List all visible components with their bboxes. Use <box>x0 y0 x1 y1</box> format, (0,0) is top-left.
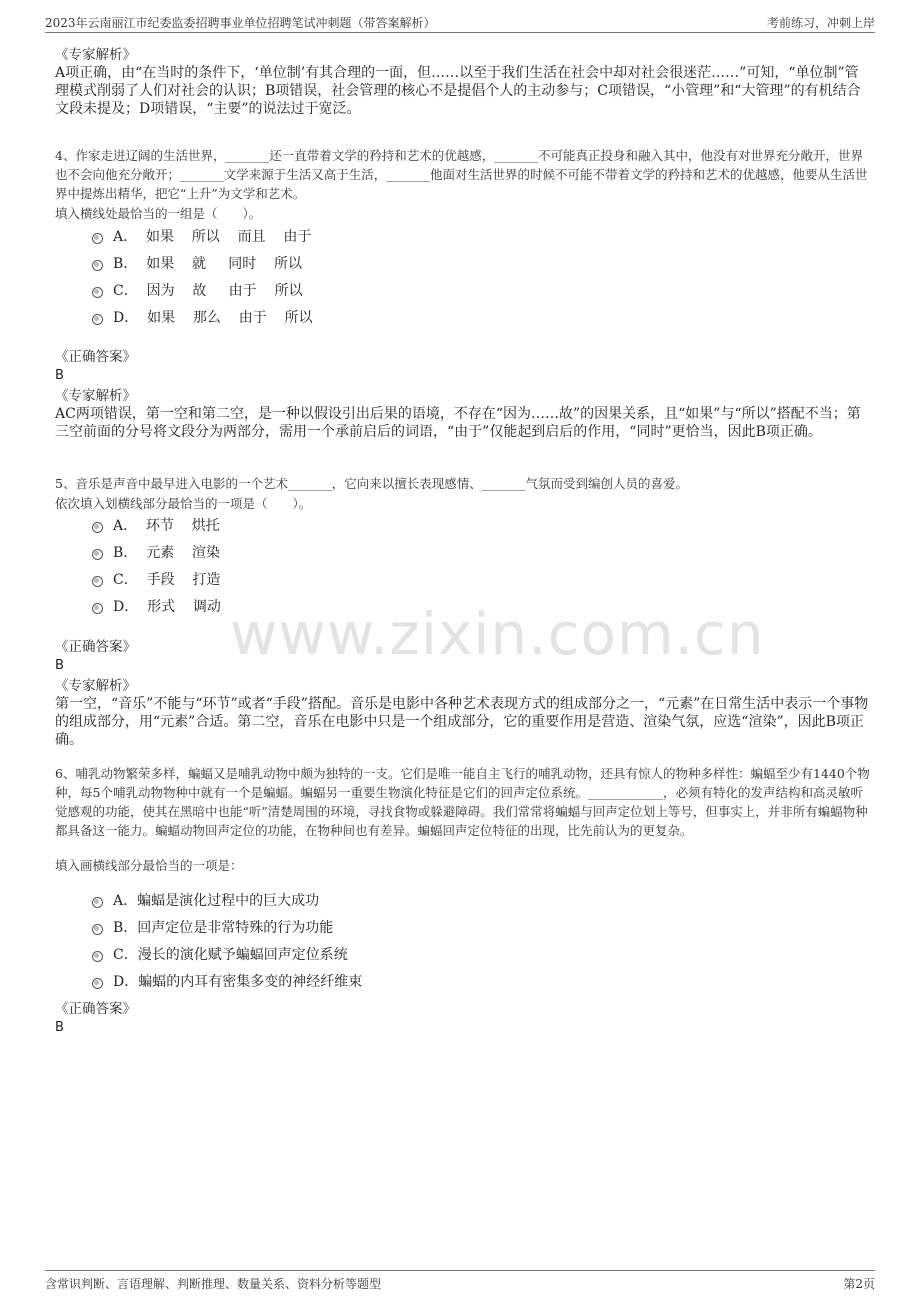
question-6-option-d[interactable] <box>92 967 362 994</box>
question-4-expert-label: 《专家解析》 <box>55 388 136 404</box>
question-5-expert-label: 《专家解析》 <box>55 678 136 694</box>
expert-analysis-label: 《专家解析》 <box>55 47 136 63</box>
option-label: B． 如果 就 同时 所以 <box>113 255 303 272</box>
radio-icon[interactable] <box>92 287 103 298</box>
question-4-option-b[interactable] <box>92 249 313 276</box>
question-4-prompt: 填入横线处最恰当的一组是（ ）。 <box>55 206 262 221</box>
question-5-explanation: 第一空，“音乐”不能与“环节”或者“手段”搭配。音乐是电影中各种艺术表现方式的组成部分之一，“元素”在日常生活中表示一个事物的组成部分，用“元素”合适。第二空，音乐在电影中只是一个组成部分，它的重要作用是营造、渲染气氛，应选“渲染”，因此B项正确。 <box>55 696 869 748</box>
question-4-text: 4、作家走进辽阔的生活世界，_______还一直带着文学的矜持和艺术的优越感，_______不可能真正投身和融入其中，他没有对世界充分敞开，世界也不会向他充分敞开；_______文学来源于生活又高于生活，_______他面对生活世界的时候不可能不带着文学的矜持和艺术的优越感，他要从生活世界中提炼出精华，把它“上升”为文学和艺术。 <box>55 148 868 201</box>
option-label: D．蝙蝠的内耳有密集多变的神经纤维束 <box>113 973 363 990</box>
question-6-answer-label: 《正确答案》 <box>55 1001 136 1017</box>
radio-icon[interactable] <box>92 314 103 325</box>
question-6-option-c[interactable] <box>92 940 362 967</box>
page-footer <box>45 1270 875 1293</box>
question-4-option-c[interactable] <box>92 276 313 303</box>
question-4-option-a[interactable] <box>92 222 313 249</box>
question-5-answer-label: 《正确答案》 <box>55 639 136 655</box>
question-6-prompt: 填入画横线部分最恰当的一项是： <box>55 858 243 873</box>
expert-analysis-text: A项正确，由“在当时的条件下，‘单位制’有其合理的一面，但……以至于我们生活在社会中却对社会很迷茫……”可知，“单位制”管理模式削弱了人们对社会的认识；B项错误，社会管理的核心不是提倡个人的主动参与；C项错误，“小管理”和“大管理”的有机结合文段未提及；D项错误，“主要”的说法过于宽泛。 <box>55 65 861 117</box>
radio-icon[interactable] <box>92 233 103 244</box>
option-label: D． 如果 那么 由于 所以 <box>113 309 313 326</box>
header-slogan: 考前练习，冲刺上岸 <box>766 16 875 30</box>
radio-icon[interactable] <box>92 951 103 962</box>
radio-icon[interactable] <box>92 522 103 533</box>
question-6-option-b[interactable] <box>92 913 362 940</box>
question-5-answer: B <box>55 658 64 673</box>
question-4-option-d[interactable] <box>92 303 313 330</box>
question-4-answer: B <box>55 368 64 383</box>
radio-icon[interactable] <box>92 603 103 614</box>
question-5-prompt: 依次填入划横线部分最恰当的一项是（ ）。 <box>55 496 312 511</box>
page-number: 第2页 <box>843 1277 875 1291</box>
watermark: www.zixin.com.cn <box>230 600 765 668</box>
question-4-answer-label: 《正确答案》 <box>55 349 136 365</box>
document-title: 2023年云南丽江市纪委监委招聘事业单位招聘笔试冲刺题（带答案解析） <box>45 16 436 30</box>
footer-topics: 含常识判断、言语理解、判断推理、数量关系、资料分析等题型 <box>45 1277 382 1291</box>
question-4-options <box>92 222 313 330</box>
question-5-text: 5、音乐是声音中最早进入电影的一个艺术_______，它向来以擅长表现感情、_______气氛而受到编创人员的喜爱。 <box>55 476 688 491</box>
question-5-option-c[interactable] <box>92 565 221 592</box>
question-6-answer: B <box>55 1020 64 1035</box>
option-label: B．回声定位是非常特殊的行为功能 <box>113 919 334 936</box>
question-6-option-a[interactable] <box>92 886 362 913</box>
option-label: C． 因为 故 由于 所以 <box>113 282 303 299</box>
radio-icon[interactable] <box>92 978 103 989</box>
option-label: A． 如果 所以 而且 由于 <box>113 228 312 245</box>
option-label: A．蝙蝠是演化过程中的巨大成功 <box>113 892 320 909</box>
option-label: C． 手段 打造 <box>113 571 221 588</box>
option-label: D． 形式 调动 <box>113 598 221 615</box>
question-5-option-b[interactable] <box>92 538 221 565</box>
radio-icon[interactable] <box>92 549 103 560</box>
question-5-options <box>92 511 221 619</box>
radio-icon[interactable] <box>92 260 103 271</box>
radio-icon[interactable] <box>92 897 103 908</box>
radio-icon[interactable] <box>92 576 103 587</box>
question-6-options <box>92 886 362 994</box>
page-header <box>45 12 875 33</box>
option-label: A． 环节 烘托 <box>113 517 220 534</box>
question-5-option-a[interactable] <box>92 511 221 538</box>
radio-icon[interactable] <box>92 924 103 935</box>
question-4-explanation: AC两项错误，第一空和第二空，是一种以假设引出后果的语境，不存在“因为……故”的因果关系，且“如果”与“所以”搭配不当；第三空前面的分号将文段分为两部分，需用一个承前启后的词语，“由于”仅能起到启后的作用，“同时”更恰当，因此B项正确。 <box>55 406 861 440</box>
option-label: B． 元素 渲染 <box>113 544 220 561</box>
question-6-text: 6、哺乳动物繁荣多样，蝙蝠又是哺乳动物中颇为独特的一支。它们是唯一能自主飞行的哺乳动物，还具有惊人的物种多样性：蝙蝠至少有1440个物种，每5个哺乳动物物种中就有一个是蝙蝠。蝙蝠另一重要生物演化特征是它们的回声定位系统。____________，必须有特化的发声结构和高灵敏听觉感观的功能，使其在黑暗中也能“听”清楚周围的环境，寻找食物或躲避障碍。我们常常将蝙蝠与回声定位划上等号，但事实上，并非所有蝙蝠物种都具备这一能力。蝙蝠动物回声定位的功能，在物种间也有差异。蝙蝠回声定位特征的出现，比先前认为的更复杂。 <box>55 766 870 838</box>
option-label: C．漫长的演化赋予蝙蝠回声定位系统 <box>113 946 348 963</box>
question-5-option-d[interactable] <box>92 592 221 619</box>
